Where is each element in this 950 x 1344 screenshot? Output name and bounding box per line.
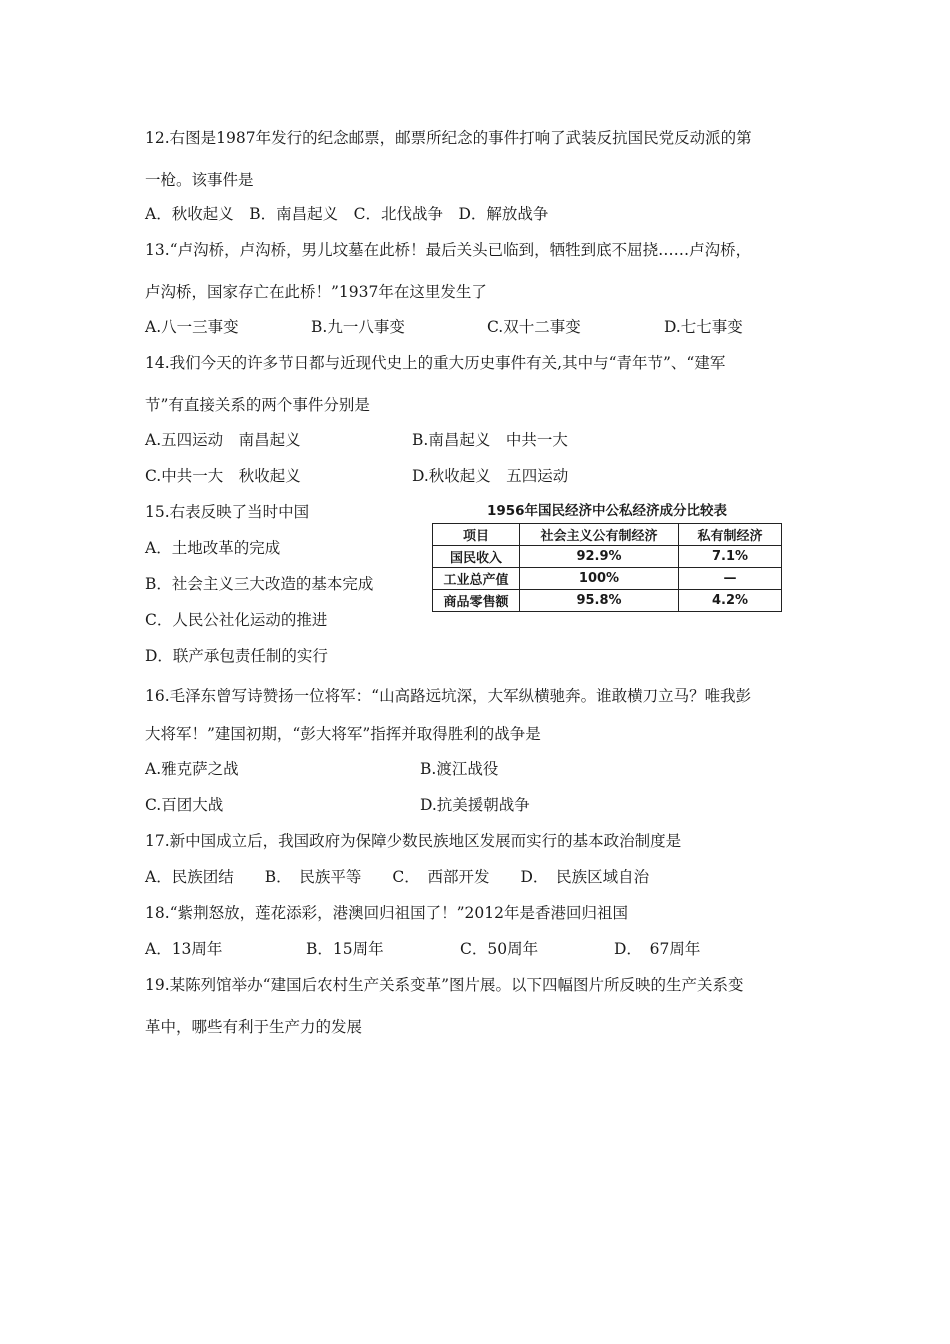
q16-stem-line1: 16.毛泽东曾写诗赞扬一位将军：“山高路远坑深，大军纵横驰奔。谁敢横刀立马？唯我彭 bbox=[145, 687, 752, 705]
q13-stem-line2: 卢沟桥，国家存亡在此桥！”1937年在这里发生了 bbox=[145, 283, 487, 301]
q13-option-b: B.九一八事变 bbox=[311, 318, 405, 336]
q13-option-c: C.双十二事变 bbox=[487, 318, 581, 336]
q13-stem-line1: 13.“卢沟桥，卢沟桥，男儿坟墓在此桥！最后关头已临到，牺牲到底不屈挠……卢沟桥， bbox=[145, 241, 752, 259]
q14-option-c: C.中共一大 秋收起义 bbox=[145, 467, 301, 485]
header-item: 项目 bbox=[433, 524, 520, 546]
q16-option-d: D.抗美援朝战争 bbox=[420, 796, 530, 814]
q18-option-b: B．15周年 bbox=[306, 940, 384, 958]
row-public-value: 95.8% bbox=[520, 590, 679, 612]
row-private-value: — bbox=[679, 568, 782, 590]
q15-option-d: D．联产承包责任制的实行 bbox=[145, 647, 328, 665]
q17-options: A．民族团结 B． 民族平等 C． 西部开发 D． 民族区域自治 bbox=[145, 868, 650, 886]
q12-options: A．秋收起义 B．南昌起义 C．北伐战争 D．解放战争 bbox=[145, 205, 549, 223]
row-label: 工业总产值 bbox=[433, 568, 520, 590]
economy-comparison-table bbox=[432, 523, 782, 612]
table-row bbox=[433, 546, 782, 568]
q14-option-d: D.秋收起义 五四运动 bbox=[412, 467, 569, 485]
q12-stem-line1: 12.右图是1987年发行的纪念邮票，邮票所纪念的事件打响了武装反抗国民党反动派的第 bbox=[145, 129, 752, 147]
q17-stem: 17.新中国成立后，我国政府为保障少数民族地区发展而实行的基本政治制度是 bbox=[145, 832, 682, 850]
q19-stem-line2: 革中，哪些有利于生产力的发展 bbox=[145, 1018, 363, 1036]
row-label: 国民收入 bbox=[433, 546, 520, 568]
row-public-value: 92.9% bbox=[520, 546, 679, 568]
table-title: 1956年国民经济中公私经济成分比较表 bbox=[486, 503, 728, 519]
row-private-value: 7.1% bbox=[679, 546, 782, 568]
table-header-row bbox=[433, 524, 782, 546]
row-private-value: 4.2% bbox=[679, 590, 782, 612]
q18-stem: 18.“紫荆怒放，莲花添彩，港澳回归祖国了！”2012年是香港回归祖国 bbox=[145, 904, 628, 922]
q14-stem-line2: 节”有直接关系的两个事件分别是 bbox=[145, 396, 370, 414]
q15-stem: 15.右表反映了当时中国 bbox=[145, 503, 310, 521]
table-row bbox=[433, 590, 782, 612]
q15-option-b: B．社会主义三大改造的基本完成 bbox=[145, 575, 374, 593]
q15-option-a: A．土地改革的完成 bbox=[145, 539, 281, 557]
q16-option-b: B.渡江战役 bbox=[420, 760, 499, 778]
q13-option-d: D.七七事变 bbox=[664, 318, 743, 336]
q13-option-a: A.八一三事变 bbox=[145, 318, 239, 336]
q18-option-c: C．50周年 bbox=[460, 940, 539, 958]
header-private-economy: 私有制经济 bbox=[679, 524, 782, 546]
row-label: 商品零售额 bbox=[433, 590, 520, 612]
q14-option-a: A.五四运动 南昌起义 bbox=[145, 431, 301, 449]
economy-table-figure bbox=[432, 499, 782, 612]
q16-stem-line2: 大将军！”建国初期，“彭大将军”指挥并取得胜利的战争是 bbox=[145, 725, 541, 743]
q14-option-b: B.南昌起义 中共一大 bbox=[412, 431, 568, 449]
q15-option-c: C．人民公社化运动的推进 bbox=[145, 611, 328, 629]
q16-option-a: A.雅克萨之战 bbox=[145, 760, 239, 778]
q18-option-d: D． 67周年 bbox=[614, 940, 701, 958]
q18-option-a: A．13周年 bbox=[145, 940, 223, 958]
q19-stem-line1: 19.某陈列馆举办“建国后农村生产关系变革”图片展。以下四幅图片所反映的生产关系变 bbox=[145, 976, 744, 994]
table-row bbox=[433, 568, 782, 590]
q14-stem-line1: 14.我们今天的许多节日都与近现代史上的重大历史事件有关,其中与“青年节”、“建军 bbox=[145, 354, 726, 372]
row-public-value: 100% bbox=[520, 568, 679, 590]
header-public-economy: 社会主义公有制经济 bbox=[520, 524, 679, 546]
q16-option-c: C.百团大战 bbox=[145, 796, 224, 814]
q12-stem-line2: 一枪。该事件是 bbox=[145, 171, 254, 189]
